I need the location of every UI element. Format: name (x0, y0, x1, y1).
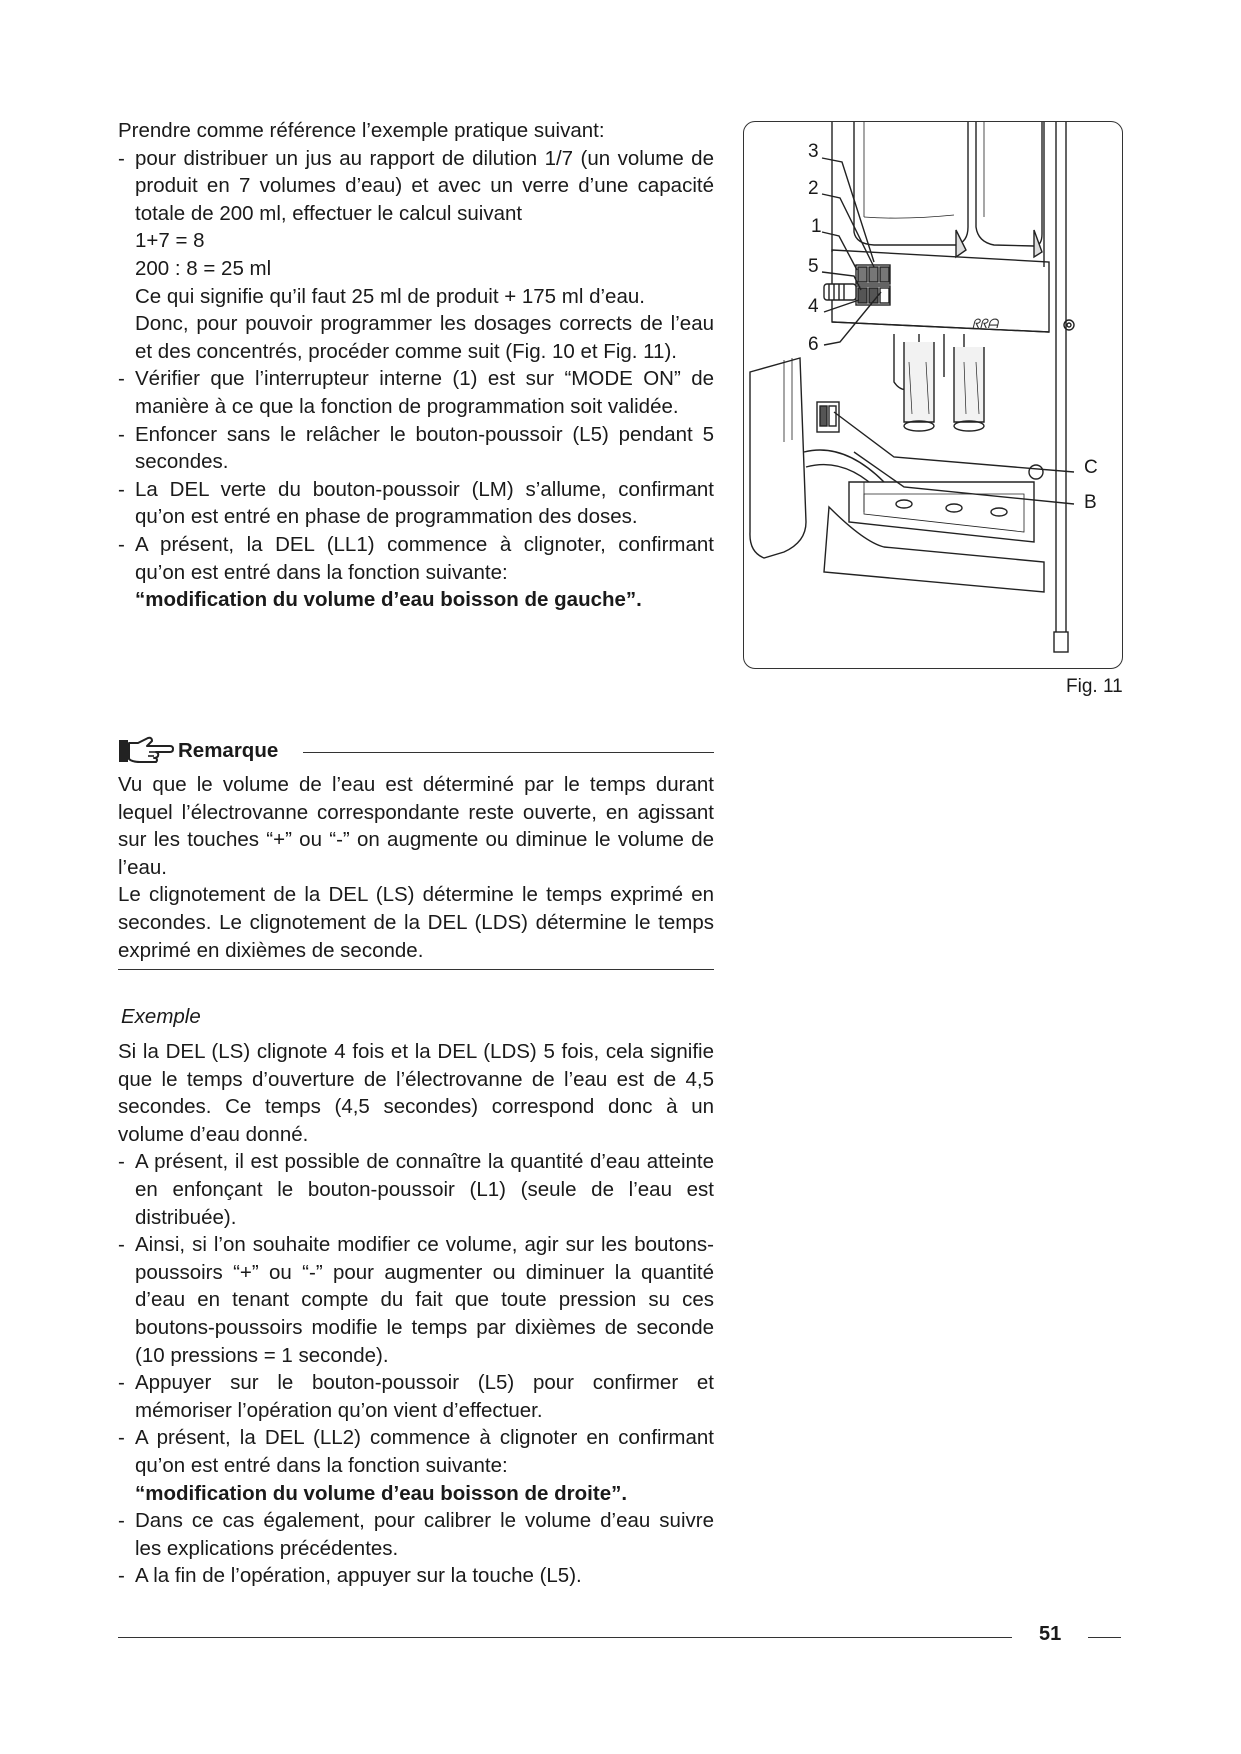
paragraph: Si la DEL (LS) clignote 4 fois et la DEL (LDS) 5 fois, cela signifie que le temps d’ouverture de l’électrovanne de l’eau est de 4,5 secondes. Ce temps (4,5 secondes) correspond donc à un volume d’eau donné. (118, 1040, 714, 1146)
paragraph: Le clignotement de la DEL (LS) détermine le temps exprimé en secondes. Le clignotement de la DEL (LDS) détermine le temps exprimé en dixièmes de seconde. (118, 883, 714, 962)
figure-label: 4 (808, 296, 819, 317)
paragraph: Vérifier que l’interrupteur interne (1) est sur “MODE ON” de manière à ce que la fonction de programmation soit validée. (135, 367, 714, 418)
figure-label: C (1084, 457, 1098, 478)
figure-label: 3 (808, 141, 819, 162)
list-item (118, 1507, 714, 1562)
paragraph: Vu que le volume de l’eau est déterminé par le temps durant lequel l’électrovanne correspondante reste ouverte, en agissant sur les touches “+” ou “-” on augmente ou diminue le volume de l’eau. (118, 773, 714, 879)
divider (303, 752, 714, 753)
bold-function-name: “modification du volume d’eau boisson de gauche”. (135, 588, 642, 612)
remark-body (118, 771, 714, 964)
figure-label: B (1084, 492, 1097, 513)
paragraph: Ainsi, si l’on souhaite modifier ce volume, agir sur les boutons-poussoirs “+” ou “-” pour augmenter ou diminuer la quantité d’eau en tenant compte du fait que toute pression su ces boutons-poussoirs modifie le temps par dixièmes de seconde (10 pressions = 1 seconde). (135, 1233, 714, 1367)
figure-label: 2 (808, 178, 819, 199)
intro-section (118, 117, 714, 614)
list-item (118, 1148, 714, 1231)
paragraph: La DEL verte du bouton-poussoir (LM) s’allume, confirmant qu’on est entré en phase de programmation des doses. (135, 477, 714, 529)
bullet-dash: - (118, 1509, 125, 1533)
bullet-dash: - (118, 1371, 125, 1395)
list-item (118, 1369, 714, 1424)
figure-caption: Fig. 11 (1066, 676, 1123, 697)
list-item (118, 1231, 714, 1369)
list-item (118, 1424, 714, 1507)
paragraph: Donc, pour pouvoir programmer les dosages corrects de l’eau et des concentrés, procéder comme suit (Fig. 10 et Fig. 11). (135, 312, 714, 363)
bullet-dash: - (118, 422, 125, 446)
remark-title: Remarque (178, 739, 279, 762)
figure-11 (743, 121, 1123, 669)
intro-heading: Prendre comme référence l’exemple pratique suivant: (118, 119, 605, 142)
figure-label: 5 (808, 256, 819, 277)
list-item (118, 145, 714, 366)
example-section (118, 1038, 714, 1590)
paragraph: Ce qui signifie qu’il faut 25 ml de produit + 175 ml d’eau. (135, 284, 645, 308)
logo-text: ᖇᖇᗩ (972, 316, 999, 331)
bullet-dash: - (118, 1426, 125, 1450)
list-item (118, 531, 714, 614)
example-title: Exemple (121, 1005, 201, 1028)
list-item (118, 1562, 714, 1590)
paragraph: pour distribuer un jus au rapport de dilution 1/7 (un volume de produit en 7 volumes d’eau) et avec un verre d’une capacité totale de 200 ml, effectuer le calcul suivant (135, 146, 714, 225)
paragraph: A présent, la DEL (LL2) commence à clignoter en confirmant qu’on est entré dans la fonction suivante: (135, 1426, 714, 1477)
divider (118, 969, 714, 970)
bullet-dash: - (118, 146, 125, 170)
formula-line: 200 : 8 = 25 ml (135, 256, 272, 280)
list-item (118, 476, 714, 531)
paragraph: A présent, la DEL (LL1) commence à clignoter, confirmant qu’on est entré dans la fonction suivante: (135, 532, 714, 584)
list-item (118, 421, 714, 476)
page-number: 51 (1039, 1623, 1062, 1645)
figure-label: 6 (808, 334, 819, 355)
figure-label: 1 (811, 216, 822, 237)
remark-header (118, 735, 714, 765)
paragraph: A présent, il est possible de connaître la quantité d’eau atteinte en enfonçant le bouton-poussoir (L1) (seule de l’eau est distribuée). (135, 1150, 714, 1229)
bullet-dash: - (118, 477, 125, 501)
bullet-dash: - (118, 1150, 125, 1174)
pointing-hand-icon (118, 735, 174, 765)
bullet-dash: - (118, 532, 125, 556)
paragraph: Dans ce cas également, pour calibrer le volume d’eau suivre les explications précédentes. (135, 1509, 714, 1560)
bullet-dash: - (118, 367, 125, 391)
bullet-dash: - (118, 1564, 125, 1588)
formula-line: 1+7 = 8 (135, 229, 205, 253)
footer-rule (118, 1637, 1012, 1638)
bullet-dash: - (118, 1233, 125, 1257)
footer-rule (1088, 1637, 1121, 1638)
paragraph: A la fin de l’opération, appuyer sur la touche (L5). (135, 1564, 582, 1588)
bold-function-name: “modification du volume d’eau boisson de droite”. (135, 1481, 628, 1505)
machine-illustration (744, 122, 1122, 668)
paragraph: Enfoncer sans le relâcher le bouton-poussoir (L5) pendant 5 secondes. (135, 422, 714, 474)
paragraph: Appuyer sur le bouton-poussoir (L5) pour confirmer et mémoriser l’opération qu’on vient d’effectuer. (135, 1371, 714, 1422)
list-item (118, 365, 714, 420)
